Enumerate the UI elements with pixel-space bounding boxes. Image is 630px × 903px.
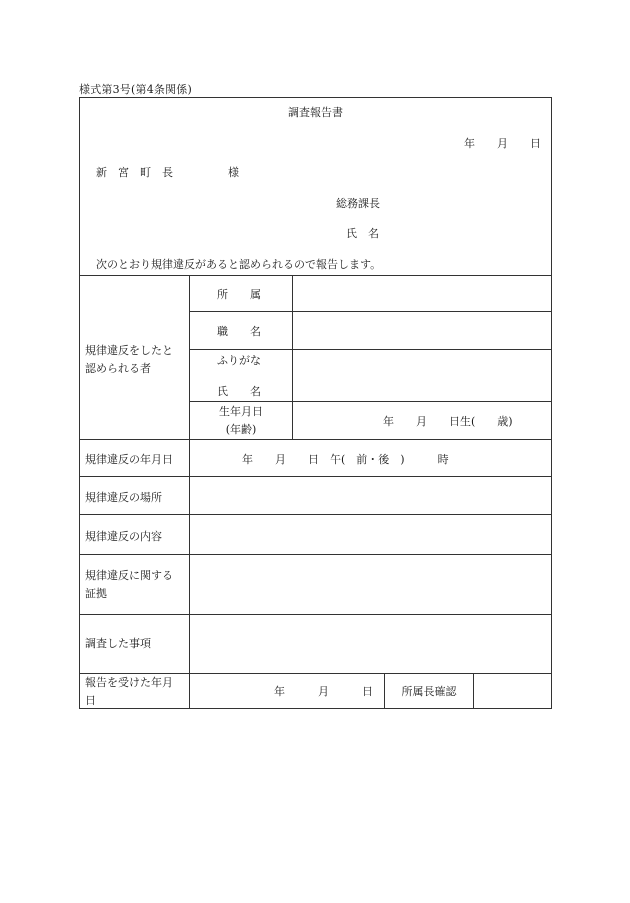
addressee: 新 宮 町 長 様 [96,166,239,179]
affiliation-label: 所 属 [217,288,261,301]
form-title: 調査報告書 [288,106,343,119]
divider-content [80,554,551,555]
birthdate-label: 生年月日 (年齢) [219,405,263,436]
confirm-label-divider-right [473,673,474,708]
confirm-label: 所属長確認 [401,685,457,698]
report-received-label: 報告を受けた年月 日 [85,676,173,707]
divider-position [190,349,551,350]
furigana-label: ふりがな [217,354,261,367]
sender-title: 総務課長 [336,197,380,210]
divider-header [80,275,551,276]
sublabel-column-divider [292,275,293,439]
sender-name: 氏 名 [346,227,379,240]
violation-date-value: 年 月 日 午( 前・後 ) 時 [242,453,449,466]
violation-date-label: 規律違反の年月日 [85,453,173,466]
name-label: 氏 名 [217,385,261,398]
report-form [79,97,552,709]
position-label: 職 名 [217,325,261,338]
divider-place [80,514,551,515]
divider-affiliation [190,311,551,312]
divider-date [80,476,551,477]
divider-person [80,439,551,440]
violation-content-label: 規律違反の内容 [85,530,162,543]
evidence-label: 規律違反に関する 証拠 [85,569,173,600]
person-label: 規律違反をしたと 認められる者 [85,344,173,375]
violation-place-label: 規律違反の場所 [85,491,162,504]
label-column-divider [189,275,190,708]
report-received-value: 年 月 日 [274,685,373,698]
intro-text: 次のとおり規律違反があると認められるので報告します。 [96,258,382,271]
divider-evidence [80,614,551,615]
birthdate-value: 年 月 日生( 歳) [383,415,513,428]
investigated-label: 調査した事項 [85,637,151,650]
divider-name [190,401,551,402]
date-line: 年 月 日 [464,137,541,150]
form-reference: 様式第3号(第4条関係) [79,83,192,96]
